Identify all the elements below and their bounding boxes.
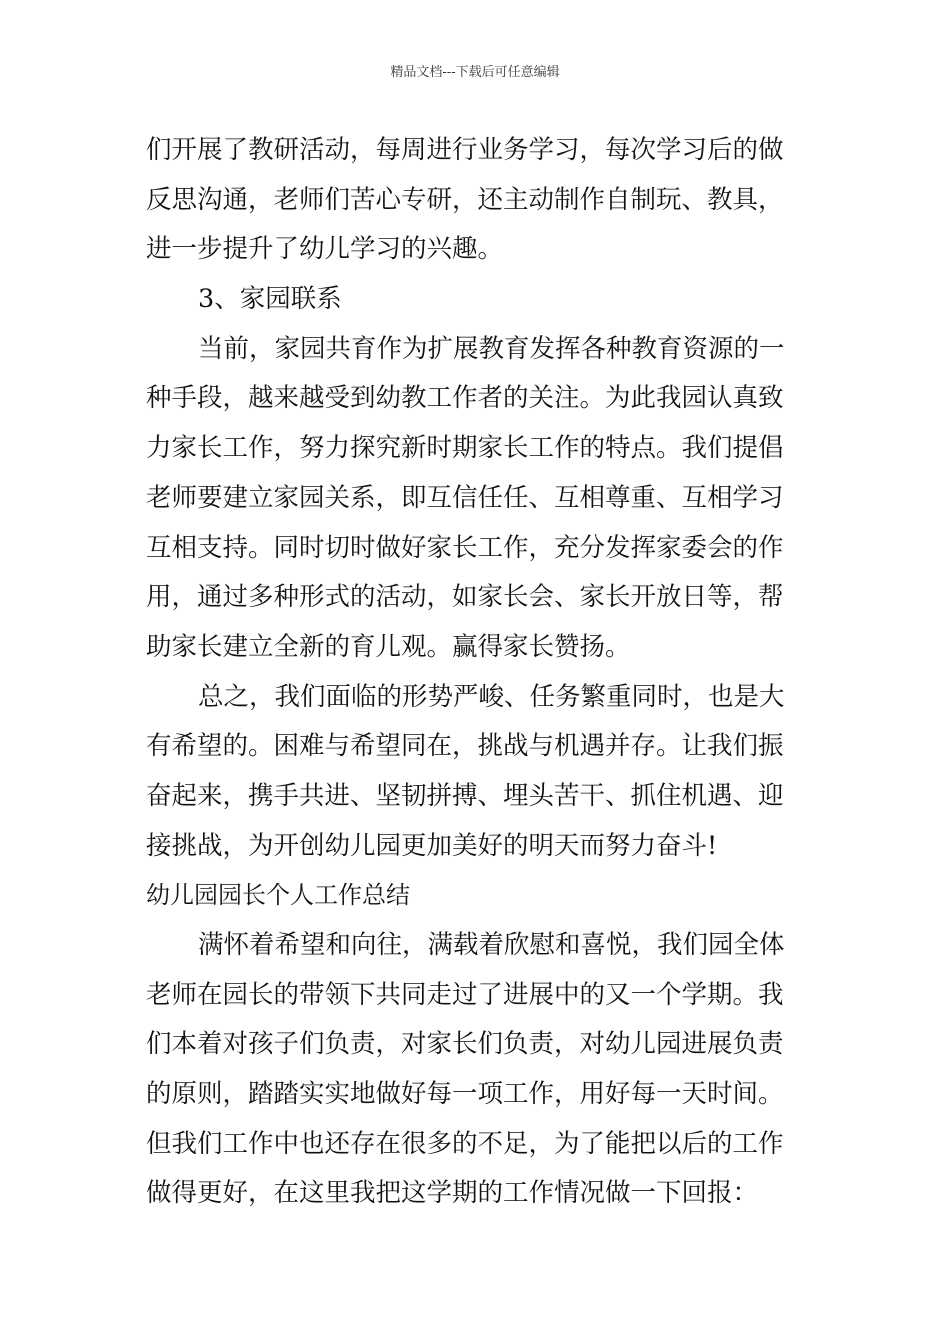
text-line: 进一步提升了幼儿学习的兴趣。 (146, 234, 504, 265)
page-header: 精品文档---下载后可任意编辑 (390, 65, 560, 80)
document-title: 幼儿园园长个人工作总结 (146, 881, 410, 910)
text-line: 助家长建立全新的育儿观。赢得家长赞扬。 (146, 631, 631, 662)
text-line: 互相支持。同时切时做好家长工作，充分发挥家委会的作 (146, 532, 784, 563)
text-line: 奋起来，携手共进、坚韧拼搏、埋头苦干、抓住机遇、迎 (146, 780, 784, 811)
text-line: 当前，家园共育作为扩展教育发挥各种教育资源的一 (198, 333, 785, 364)
text-line: 但我们工作中也还存在很多的不足，为了能把以后的工作 (146, 1128, 784, 1159)
document-body (146, 126, 810, 1219)
text-line: 反思沟通，老师们苦心专研，还主动制作自制玩、教具， (146, 184, 784, 215)
text-line: 种手段，越来越受到幼教工作者的关注。为此我园认真致 (146, 383, 784, 414)
section-heading: 3、家园联系 (198, 284, 342, 315)
text-line: 老师在园长的带领下共同走过了进展中的又一个学期。我 (146, 979, 784, 1010)
text-line: 老师要建立家园关系，即互信任任、互相尊重、互相学习 (146, 482, 784, 513)
text-line: 总之，我们面临的形势严峻、任务繁重同时，也是大 (198, 681, 785, 712)
text-line: 们本着对孩子们负责，对家长们负责，对幼儿园进展负责 (146, 1029, 784, 1060)
text-line: 满怀着希望和向往，满载着欣慰和喜悦，我们园全体 (198, 930, 785, 960)
text-line: 做得更好，在这里我把这学期的工作情况做一下回报： (146, 1178, 759, 1209)
text-line: 用，通过多种形式的活动，如家长会、家长开放日等，帮 (146, 582, 784, 613)
text-line: 接挑战，为开创幼儿园更加美好的明天而努力奋斗! (146, 830, 718, 861)
text-line: 力家长工作，努力探究新时期家长工作的特点。我们提倡 (146, 433, 784, 464)
text-line: 们开展了教研活动，每周进行业务学习，每次学习后的做 (146, 135, 784, 165)
text-line: 的原则，踏踏实实地做好每一项工作，用好每一天时间。 (146, 1079, 784, 1110)
text-line: 有希望的。困难与希望同在，挑战与机遇并存。让我们振 (146, 731, 784, 762)
